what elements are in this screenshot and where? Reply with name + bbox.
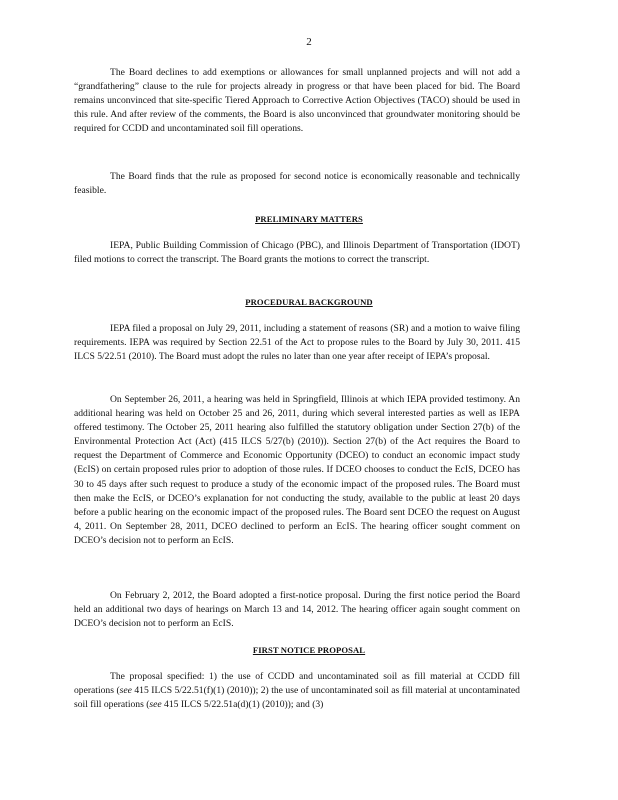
page-number: 2 (306, 36, 312, 48)
heading-procedural-background: PROCEDURAL BACKGROUND (245, 297, 373, 307)
heading-preliminary-matters: PRELIMINARY MATTERS (255, 214, 363, 224)
proposal-text-part-1: The proposal specified: 1) the use of CCDD and uncontaminated soil as fill material at CCDD fill operations ( (74, 671, 520, 697)
paragraph-motions-to-correct: IEPA, Public Building Commission of Chicago (PBC), and Illinois Department of Transportation (IDOT) filed motions to correct the transcript. The Board grants the motions to correct the transcript. (74, 240, 520, 266)
paragraph-first-notice-adopted: On February 2, 2012, the Board adopted a first-notice proposal. During the first notice period the Board held an additional two days of hearings on March 13 and 14, 2012. The hearing officer again sought comment on DCEO’s decision not to perform an EcIS. (74, 590, 520, 630)
see-citation-1: see (119, 685, 132, 697)
proposal-text-part-2: 415 ILCS 5/22.51(f)(1) (2010)); 2) the use of uncontaminated soil as fill material at uncontaminated soil fill operations ( (74, 685, 520, 711)
proposal-text-part-3: 415 ILCS 5/22.51a(d)(1) (2010)); and (3) (161, 699, 324, 711)
paragraph-iepa-filed: IEPA filed a proposal on July 29, 2011, including a statement of reasons (SR) and a motion to waive filing requirements. IEPA was required by Section 22.51 of the Act to propose rules to the Board by July 30, 2011. 415 ILCS 5/22.51 (2010). The Board must adopt the rules no later than one year after receipt of IEPA’s proposal. (74, 323, 520, 363)
paragraph-proposal-specified (74, 670, 520, 712)
paragraph-hearings-2011: On September 26, 2011, a hearing was held in Springfield, Illinois at which IEPA provided testimony. An additional hearing was held on October 25 and 26, 2011, during which several interested parties as well as IEPA offered testimony. The October 25, 2011 hearing also fulfilled the statutory obligation under Section 27(b) of the Environmental Protection Act (Act) (415 ILCS 5/27(b) (2010)). Section 27(b) of the Act requires the Board to request the Department of Commerce and Economic Opportunity (DCEO) to conduct an economic impact study (EcIS) on certain proposed rules prior to adoption of those rules. If DCEO chooses to conduct the EcIS, DCEO has 30 to 45 days after such request to produce a study of the economic impact of the proposed rules. The Board must then make the EcIS, or DCEO’s explanation for not conducting the study, available to the public at least 20 days before a public hearing on the economic impact of the proposed rules. The Board sent DCEO the request on August 4, 2011. On September 28, 2011, DCEO declined to perform an EcIS. The hearing officer sought comment on DCEO’s decision not to perform an EcIS. (74, 394, 520, 546)
paragraph-board-declines: The Board declines to add exemptions or allowances for small unplanned projects and will not add a “grandfathering” clause to the rule for projects already in progress or that have been placed for bid. The Board remains unconvinced that site-specific Tiered Approach to Corrective Action Objectives (TACO) should be used in this rule. And after review of the comments, the Board is also unconvinced that groundwater monitoring should be required for CCDD and uncontaminated soil fill operations. (74, 67, 520, 135)
heading-first-notice-proposal: FIRST NOTICE PROPOSAL (252, 645, 366, 655)
see-citation-2: see (149, 699, 162, 711)
paragraph-board-finds: The Board finds that the rule as proposed for second notice is economically reasonable and technically feasible. (74, 171, 520, 197)
